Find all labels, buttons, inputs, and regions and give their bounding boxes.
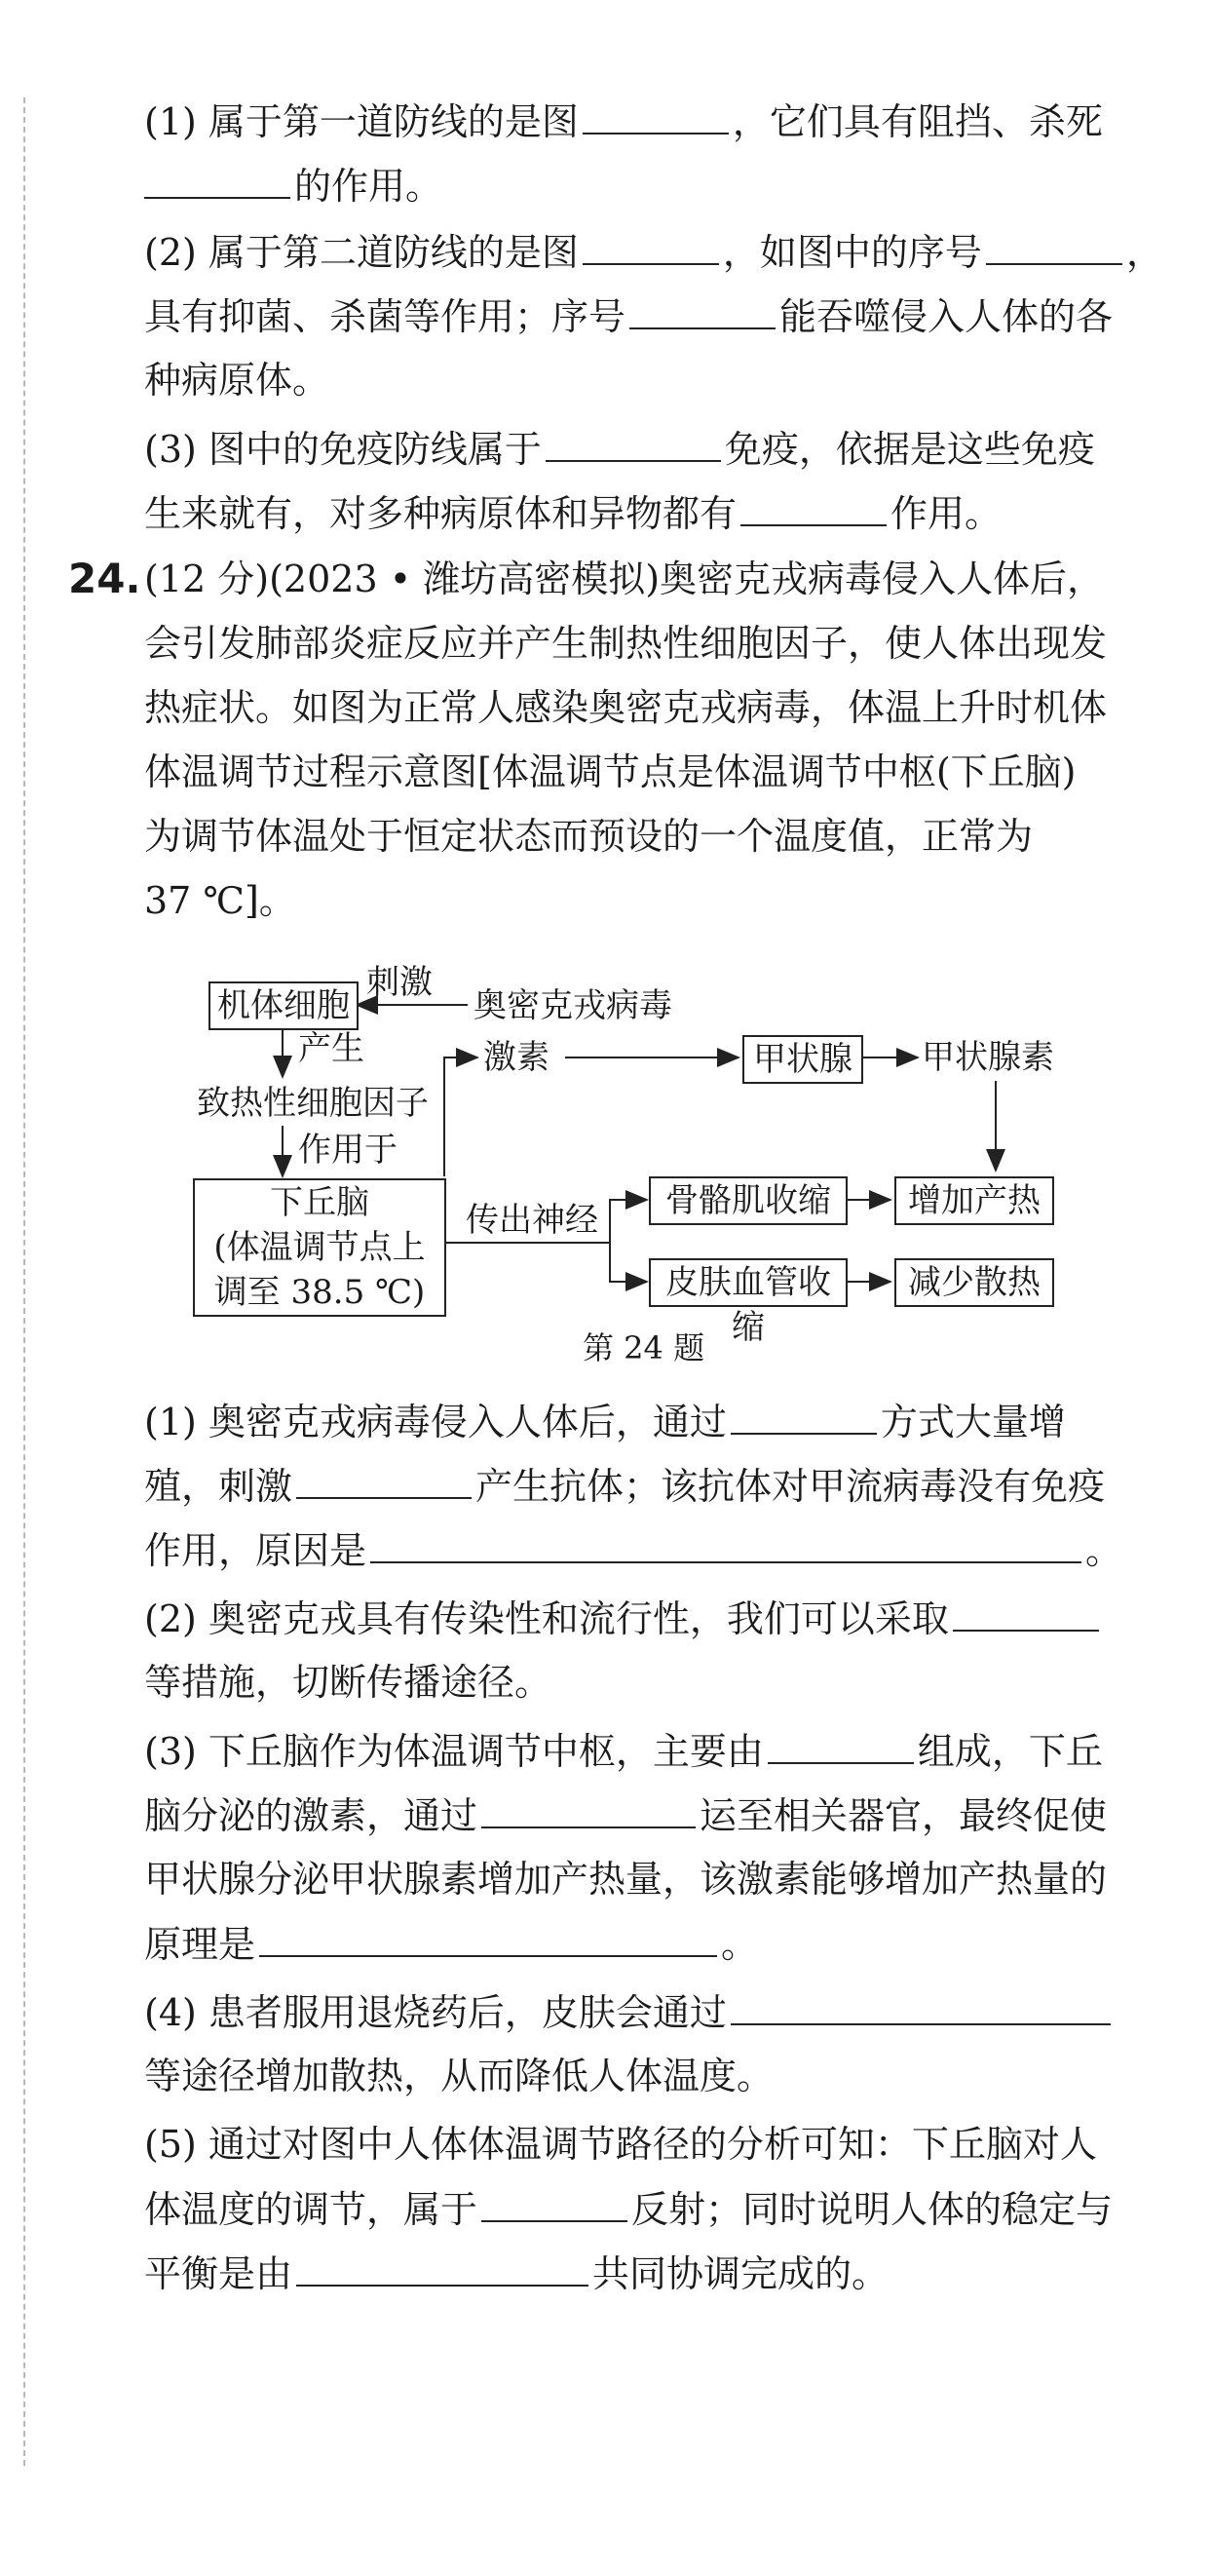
q24-s4-line1: (4) 患者服用退烧药后，皮肤会通过 — [144, 1984, 1138, 2040]
q24-s3-line2: 脑分泌的激素，通过 运至相关器官，最终促使 — [144, 1788, 1138, 1843]
answer-blank[interactable] — [481, 1788, 696, 1828]
q24-s1-line3: 作用，原因是 。 — [144, 1522, 1138, 1578]
q24-s4-line2: 等途径增加散热，从而降低人体温度。 — [144, 2055, 775, 2097]
q24-s3-line3: 甲状腺分泌甲状腺素增加产热量，该激素能够增加产热量的 — [144, 1858, 1108, 1901]
answer-blank[interactable] — [731, 1394, 877, 1435]
q23-part2-line2: 具有抑菌、杀菌等作用；序号 能吞噬侵入人体的各 — [144, 288, 1138, 344]
arrow-to-hormone — [444, 1057, 477, 1176]
q24-intro-line4: 体温调节过程示意图[体温调节点是体温调节中枢(下丘脑) — [144, 750, 1077, 793]
answer-blank[interactable] — [583, 94, 729, 135]
box-reduce-heat-loss: 减少散热 — [894, 1258, 1054, 1307]
label-produce: 产生 — [298, 1029, 364, 1068]
q24-s5-line1: (5) 通过对图中人体体温调节路径的分析可知：下丘脑对人 — [144, 2123, 1097, 2166]
label-hormone: 激素 — [483, 1038, 549, 1077]
q24-s1-line2: 殖，刺激 产生抗体；该抗体对甲流病毒没有免疫 — [144, 1458, 1138, 1514]
label-thyroxine: 甲状腺素 — [922, 1038, 1054, 1077]
label-efferent-nerve: 传出神经 — [466, 1201, 598, 1240]
thermoregulation-diagram — [185, 960, 1140, 1350]
answer-blank[interactable] — [370, 1522, 1081, 1563]
q24-intro-line1: (12 分)(2023 • 潍坊高密模拟)奥密克戎病毒侵入人体后， — [144, 557, 1105, 600]
box-vessel-constriction: 皮肤血管收缩 — [649, 1258, 848, 1307]
box-hypothalamus: 下丘脑 (体温调节点上 调至 38.5 ℃) — [193, 1178, 446, 1317]
answer-blank[interactable] — [583, 224, 719, 265]
q24-s2-line2: 等措施，切断传播途径。 — [144, 1661, 552, 1704]
q24-s2-line1: (2) 奥密克戎具有传染性和流行性，我们可以采取 — [144, 1591, 1138, 1646]
box-body-cell: 机体细胞 — [208, 981, 359, 1030]
arrow-to-muscle — [610, 1200, 647, 1243]
q24-s5-line3: 平衡是由 共同协调完成的。 — [144, 2246, 1138, 2301]
answer-blank[interactable] — [144, 158, 290, 199]
q23-part1-line1: (1) 属于第一道防线的是图 ，它们具有阻挡、杀死 — [144, 94, 1138, 149]
label-acts-on: 作用于 — [298, 1131, 398, 1170]
answer-blank[interactable] — [731, 1984, 1111, 2025]
q24-s3-line1: (3) 下丘脑作为体温调节中枢，主要由 组成，下丘 — [144, 1723, 1138, 1779]
margin-dashed-rule — [23, 97, 25, 2466]
answer-blank[interactable] — [629, 288, 776, 329]
answer-blank[interactable] — [296, 2246, 588, 2287]
box-increase-heat: 增加产热 — [894, 1176, 1054, 1225]
answer-blank[interactable] — [546, 421, 721, 462]
q23-part2-line1: (2) 属于第二道防线的是图 ，如图中的序号 ， — [144, 224, 1138, 280]
label-virus: 奥密克戎病毒 — [473, 986, 672, 1025]
q23-part1-line2: 的作用。 — [144, 158, 1138, 213]
q24-intro-line6: 37 ℃]。 — [144, 879, 296, 922]
q24-s3-line4: 原理是 。 — [144, 1916, 1138, 1972]
answer-blank[interactable] — [986, 224, 1122, 265]
box-thyroid: 甲状腺 — [742, 1035, 863, 1084]
answer-blank[interactable] — [768, 1723, 914, 1764]
q24-s5-line2: 体温度的调节，属于 反射；同时说明人体的稳定与 — [144, 2181, 1138, 2237]
q24-intro-line2: 会引发肺部炎症反应并产生制热性细胞因子，使人体出现发 — [144, 622, 1108, 665]
question-number: 24. — [68, 555, 141, 602]
q24-intro-line5: 为调节体温处于恒定状态而预设的一个温度值，正常为 — [144, 815, 1034, 858]
label-stimulate: 刺激 — [366, 963, 433, 1002]
answer-blank[interactable] — [259, 1916, 717, 1957]
q23-part3-line2: 生来就有，对多种病原体和异物都有 作用。 — [144, 485, 1138, 541]
answer-blank[interactable] — [481, 2181, 627, 2222]
answer-blank[interactable] — [740, 485, 887, 526]
box-muscle-contraction: 骨骼肌收缩 — [649, 1176, 848, 1225]
arrow-to-vessel — [610, 1243, 647, 1282]
q23-part2-line3: 种病原体。 — [144, 359, 330, 402]
answer-blank[interactable] — [953, 1591, 1099, 1632]
q23-part3-line1: (3) 图中的免疫防线属于 免疫，依据是这些免疫 — [144, 421, 1138, 477]
q24-s1-line1: (1) 奥密克戎病毒侵入人体后，通过 方式大量增 — [144, 1394, 1138, 1449]
q24-intro-line3: 热症状。如图为正常人感染奥密克戎病毒，体温上升时机体 — [144, 686, 1108, 729]
figure-caption: 第 24 题 — [583, 1329, 705, 1366]
answer-blank[interactable] — [296, 1458, 472, 1499]
label-cytokine: 致热性细胞因子 — [197, 1084, 429, 1123]
